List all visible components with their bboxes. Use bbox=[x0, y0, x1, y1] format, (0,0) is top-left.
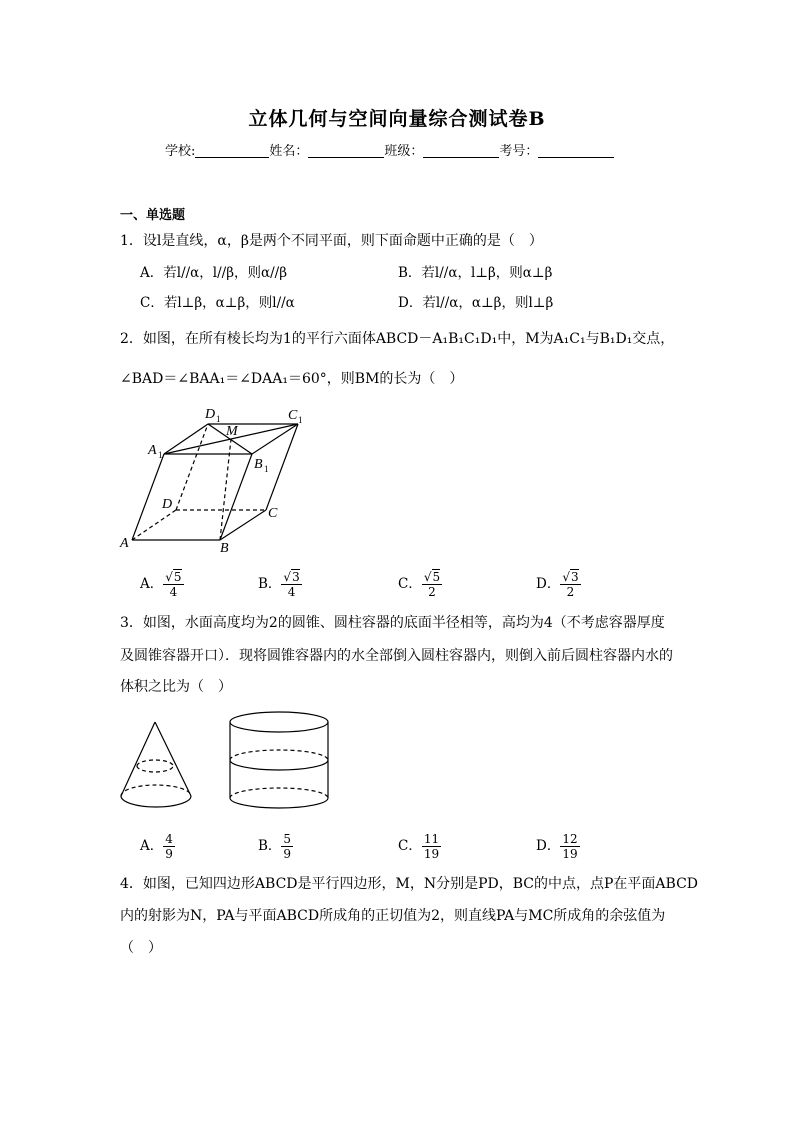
q3-stem-line1: 3．如图，水面高度均为2的圆锥、圆柱容器的底面半径相等，高均为4（不考虑容器厚度 bbox=[120, 615, 665, 631]
label-b1-sub: 1 bbox=[264, 464, 269, 474]
edge-ad bbox=[132, 510, 176, 540]
school-blank[interactable] bbox=[195, 143, 269, 158]
label-a1: A bbox=[148, 443, 157, 458]
edge-cc1 bbox=[266, 424, 298, 510]
q2-stem-line2: ∠BAD＝∠BAA₁＝∠DAA₁＝60°，则BM的长为（ ） bbox=[120, 371, 464, 387]
q1-option-a: A．若l//α，l//β，则α//β bbox=[140, 265, 288, 281]
label-c1-sub: 1 bbox=[298, 415, 303, 425]
q1-option-c: C．若l⊥β，α⊥β，则l//α bbox=[140, 295, 295, 311]
q2-option-b: B． $\frac{√3}{4}$ bbox=[258, 570, 300, 599]
q1-stem: 1．设l是直线，α，β是两个不同平面，则下面命题中正确的是（ ） bbox=[120, 233, 543, 249]
label-b: B bbox=[220, 541, 229, 556]
q3-option-c: C． $\frac{11}{19}$ bbox=[398, 832, 440, 861]
label-a: A bbox=[120, 536, 129, 551]
label-c: C bbox=[268, 506, 278, 521]
section-heading: 一、单选题 bbox=[120, 208, 186, 223]
q3-stem-line3: 体积之比为（ ） bbox=[120, 679, 232, 695]
q3-option-d: D． $\frac{12}{19}$ bbox=[536, 832, 578, 861]
page-title: 立体几何与空间向量综合测试卷B bbox=[248, 108, 546, 130]
class-blank[interactable] bbox=[423, 143, 499, 158]
q2-stem-line1: 2．如图，在所有棱长均为1的平行六面体ABCD－A₁B₁C₁D₁中，M为A₁C₁与B₁D₁交点， bbox=[120, 331, 675, 347]
cone-figure bbox=[118, 718, 198, 818]
edge-b1c1 bbox=[252, 424, 298, 454]
q1-option-b: B．若l//α，l⊥β，则α⊥β bbox=[398, 265, 553, 281]
school-label: 学校: bbox=[165, 144, 196, 159]
parallelepiped-figure bbox=[118, 402, 318, 556]
label-c1: C bbox=[288, 408, 298, 423]
label-d1-sub: 1 bbox=[216, 414, 221, 424]
q1-option-d: D．若l//α，α⊥β，则l⊥β bbox=[398, 295, 554, 311]
q3-stem-line2: 及圆锥容器开口）．现将圆锥容器内的水全部倒入圆柱容器内，则倒入前后圆柱容器内水的 bbox=[120, 648, 673, 664]
name-label: 姓名： bbox=[269, 144, 309, 159]
q4-stem-line3: （ ） bbox=[120, 940, 162, 956]
label-d: D bbox=[162, 497, 173, 512]
label-d1: D bbox=[205, 407, 216, 422]
q2-option-d: D． $\frac{√3}{2}$ bbox=[536, 570, 579, 599]
name-blank[interactable] bbox=[308, 143, 384, 158]
id-label: 考号： bbox=[499, 144, 539, 159]
student-info-line bbox=[165, 140, 614, 159]
label-b1: B bbox=[254, 457, 263, 472]
edge-bc bbox=[220, 510, 266, 540]
cylinder-figure bbox=[226, 708, 336, 818]
edge-dd1 bbox=[176, 424, 208, 510]
class-label: 班级： bbox=[384, 144, 424, 159]
label-m: M bbox=[226, 424, 238, 439]
q2-option-c: C． $\frac{√5}{2}$ bbox=[398, 570, 441, 599]
edge-aa1 bbox=[132, 454, 164, 540]
q3-option-b: B． $\frac{5}{9}$ bbox=[258, 832, 292, 861]
id-blank[interactable] bbox=[538, 143, 614, 158]
q4-stem-line1: 4．如图，已知四边形ABCD是平行四边形，M，N分别是PD，BC的中点，点P在平面ABCD bbox=[120, 876, 699, 892]
q3-option-a: A． $\frac{4}{9}$ bbox=[140, 832, 173, 861]
q4-stem-line2: 内的射影为N，PA与平面ABCD所成角的正切值为2，则直线PA与MC所成角的余弦值为 bbox=[120, 908, 666, 924]
q2-option-a: A． $\frac{√5}{4}$ bbox=[140, 570, 182, 599]
label-a1-sub: 1 bbox=[158, 450, 163, 460]
